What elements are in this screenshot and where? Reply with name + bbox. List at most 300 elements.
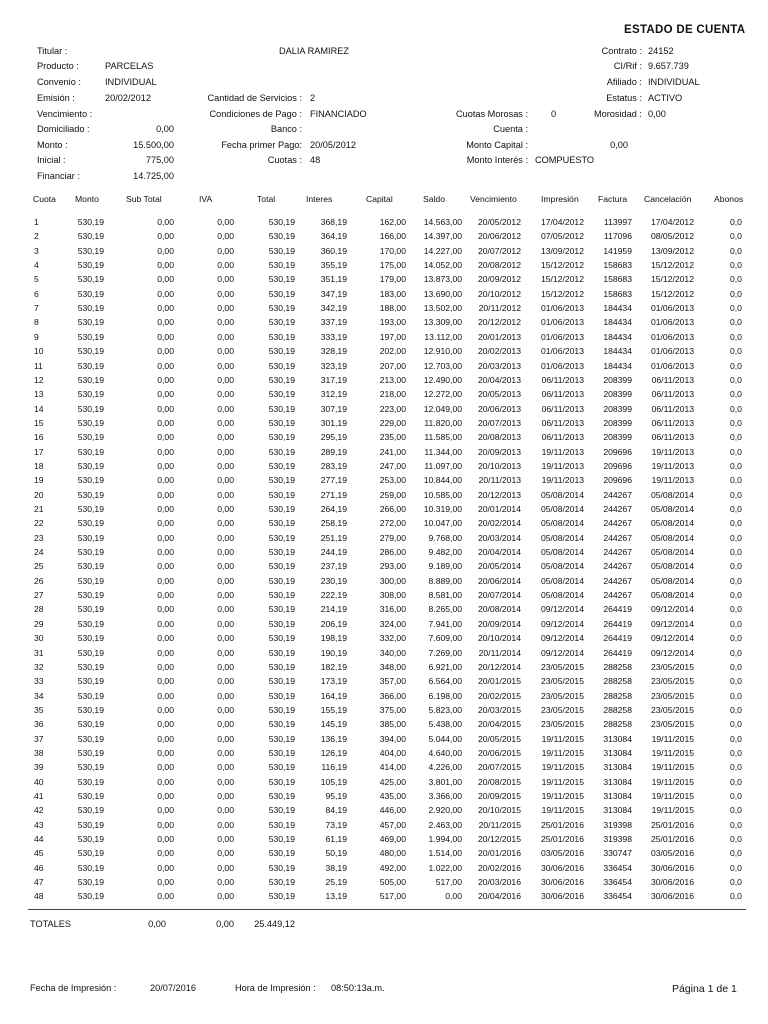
cell-cuota: 32 <box>34 661 44 672</box>
cell-factura: 313084 <box>603 733 632 744</box>
cell-vencimiento: 20/12/2014 <box>477 661 521 672</box>
cell-interes: 368,19 <box>320 217 347 227</box>
cell-cancelacion: 23/05/2015 <box>650 719 694 730</box>
cell-subtotal: 0,00 <box>157 245 174 256</box>
cell-vencimiento: 20/11/2012 <box>478 303 521 314</box>
table-row <box>0 891 768 905</box>
cell-iva: 0,00 <box>217 288 234 299</box>
condiciones-value: FINANCIADO <box>310 109 367 119</box>
column-header-total: Total <box>257 194 276 204</box>
cell-subtotal: 0,00 <box>157 547 174 558</box>
column-header-iva: IVA <box>199 194 213 204</box>
cell-interes: 364,19 <box>320 231 347 242</box>
column-header-impresion: Impresión <box>541 194 579 204</box>
cell-abonos: 0,0 <box>730 719 742 730</box>
cell-capital: 259,00 <box>379 489 406 500</box>
cell-impresion: 23/05/2015 <box>540 719 584 730</box>
cell-abonos: 0,0 <box>730 733 742 744</box>
cell-cuota: 23 <box>34 532 44 543</box>
table-row <box>0 590 768 604</box>
cell-impresion: 05/08/2014 <box>540 518 584 529</box>
cell-iva: 0,00 <box>217 633 234 644</box>
cell-cancelacion: 19/11/2015 <box>651 747 694 758</box>
cell-factura: 336454 <box>603 891 632 902</box>
cell-cancelacion: 15/12/2012 <box>650 274 694 285</box>
cell-saldo: 14.052,00 <box>423 260 462 271</box>
cell-cancelacion: 05/08/2014 <box>650 590 694 601</box>
table-row <box>0 274 768 288</box>
cell-interes: 190,19 <box>320 647 347 658</box>
cell-cancelacion: 01/06/2013 <box>650 303 694 314</box>
cell-iva: 0,00 <box>217 360 234 371</box>
cell-monto: 530,19 <box>77 762 104 773</box>
cell-subtotal: 0,00 <box>157 403 174 414</box>
cell-cancelacion: 05/08/2014 <box>650 575 694 586</box>
cell-iva: 0,00 <box>217 217 234 227</box>
cell-impresion: 09/12/2014 <box>540 604 584 615</box>
cell-iva: 0,00 <box>217 690 234 701</box>
cell-capital: 505,00 <box>379 877 406 888</box>
cell-factura: 264419 <box>603 604 632 615</box>
cell-cancelacion: 30/06/2016 <box>650 877 694 888</box>
cell-monto: 530,19 <box>77 805 104 816</box>
table-row <box>0 633 768 647</box>
cell-vencimiento: 20/04/2016 <box>477 891 521 902</box>
column-header-monto: Monto <box>75 194 99 204</box>
cell-monto: 530,19 <box>77 374 104 385</box>
cell-abonos: 0,0 <box>730 647 742 658</box>
cell-iva: 0,00 <box>217 532 234 543</box>
table-row <box>0 231 768 245</box>
cell-abonos: 0,0 <box>730 877 742 888</box>
cell-subtotal: 0,00 <box>157 618 174 629</box>
cuotas-value: 48 <box>310 155 321 165</box>
cell-saldo: 9.768,00 <box>428 532 462 543</box>
cell-iva: 0,00 <box>217 834 234 845</box>
cell-impresion: 19/11/2015 <box>541 776 584 787</box>
cell-total: 530,19 <box>268 288 295 299</box>
cell-cuota: 8 <box>34 317 39 328</box>
cell-interes: 73,19 <box>325 819 347 830</box>
cell-abonos: 0,0 <box>730 676 742 687</box>
cell-cancelacion: 23/05/2015 <box>650 690 694 701</box>
cell-total: 530,19 <box>268 432 295 443</box>
cell-factura: 208399 <box>603 389 632 400</box>
cell-monto: 530,19 <box>77 389 104 400</box>
cell-saldo: 9.482,00 <box>428 547 462 558</box>
cell-factura: 288258 <box>603 719 632 730</box>
cell-total: 530,19 <box>268 532 295 543</box>
cell-cancelacion: 06/11/2013 <box>651 389 694 400</box>
cell-cancelacion: 19/11/2013 <box>651 475 694 486</box>
cell-capital: 193,00 <box>379 317 406 328</box>
table-row <box>0 260 768 274</box>
cell-cuota: 36 <box>34 719 44 730</box>
cell-iva: 0,00 <box>217 504 234 514</box>
cell-interes: 307,19 <box>320 403 347 414</box>
cell-iva: 0,00 <box>217 604 234 615</box>
cell-saldo: 0,00 <box>445 891 462 902</box>
cell-interes: 116,19 <box>321 762 347 773</box>
cell-saldo: 11.820,00 <box>424 417 462 428</box>
cell-factura: 209696 <box>603 446 632 457</box>
table-row <box>0 834 768 848</box>
cell-interes: 317,19 <box>320 374 347 385</box>
cell-cancelacion: 06/11/2013 <box>651 432 694 443</box>
cell-saldo: 8.581,00 <box>428 590 462 601</box>
cell-subtotal: 0,00 <box>157 260 174 271</box>
cell-vencimiento: 20/08/2013 <box>477 432 521 443</box>
convenio-label: Convenio : <box>37 77 81 87</box>
cell-capital: 332,00 <box>379 633 406 644</box>
cell-saldo: 10.585,00 <box>423 489 462 500</box>
cell-total: 530,19 <box>268 819 295 830</box>
cell-vencimiento: 20/01/2014 <box>477 504 521 514</box>
cell-factura: 244267 <box>603 489 632 500</box>
column-header-vencimiento: Vencimiento <box>470 194 517 204</box>
cell-factura: 117096 <box>603 231 632 242</box>
cell-impresion: 23/05/2015 <box>540 661 584 672</box>
cell-impresion: 30/06/2016 <box>540 877 584 888</box>
cell-total: 530,19 <box>268 346 295 357</box>
cell-iva: 0,00 <box>217 791 234 801</box>
cell-impresion: 06/11/2013 <box>541 374 584 385</box>
cell-abonos: 0,0 <box>730 331 742 342</box>
cell-monto: 530,19 <box>77 403 104 414</box>
cell-vencimiento: 20/02/2014 <box>477 518 521 529</box>
cell-vencimiento: 20/10/2014 <box>477 633 521 644</box>
cell-total: 530,19 <box>268 260 295 271</box>
page-number: Página 1 de 1 <box>672 983 737 995</box>
cell-iva: 0,00 <box>217 274 234 285</box>
cell-interes: 230,19 <box>320 575 347 586</box>
cuotas-morosas-value: 0 <box>551 109 557 119</box>
estatus-value: ACTIVO <box>648 93 683 103</box>
cell-capital: 357,00 <box>379 676 406 687</box>
column-header-saldo: Saldo <box>423 194 445 204</box>
estatus-label: Estatus : <box>606 93 642 103</box>
cell-cuota: 3 <box>34 245 39 256</box>
cell-interes: 237,19 <box>320 561 347 572</box>
cell-capital: 235,00 <box>379 432 406 443</box>
cell-factura: 208399 <box>603 374 632 385</box>
cell-impresion: 15/12/2012 <box>540 260 584 271</box>
cell-monto: 530,19 <box>77 690 104 701</box>
table-row <box>0 676 768 690</box>
cell-factura: 313084 <box>603 747 632 758</box>
table-row <box>0 461 768 475</box>
cell-capital: 316,00 <box>379 604 406 615</box>
cell-saldo: 6.198,00 <box>428 690 462 701</box>
cell-saldo: 14.563,00 <box>423 217 462 227</box>
cell-capital: 272,00 <box>379 518 406 529</box>
print-time-label: Hora de Impresión : <box>235 983 316 993</box>
cell-total: 530,19 <box>268 303 295 314</box>
cell-interes: 155,19 <box>320 704 347 715</box>
domiciliado-label: Domiciliado : <box>37 124 90 134</box>
cirif-value: 9.657.739 <box>648 61 689 71</box>
cell-abonos: 0,0 <box>730 360 742 371</box>
cant-servicios-label: Cantidad de Servicios : <box>207 93 302 103</box>
cell-subtotal: 0,00 <box>157 733 174 744</box>
cell-total: 530,19 <box>268 217 295 227</box>
cell-iva: 0,00 <box>217 374 234 385</box>
cell-saldo: 2.920,00 <box>428 805 462 816</box>
cell-subtotal: 0,00 <box>157 834 174 845</box>
cell-subtotal: 0,00 <box>157 331 174 342</box>
cell-factura: 336454 <box>603 862 632 873</box>
cell-impresion: 05/08/2014 <box>540 504 584 514</box>
table-row <box>0 217 768 231</box>
cell-cuota: 48 <box>34 891 44 902</box>
cell-cuota: 15 <box>34 417 44 428</box>
cell-cuota: 27 <box>34 590 44 601</box>
cell-monto: 530,19 <box>77 661 104 672</box>
cell-monto: 530,19 <box>77 862 104 873</box>
cell-subtotal: 0,00 <box>157 504 174 514</box>
titular-value: DALIA RAMIREZ <box>279 46 349 56</box>
cell-iva: 0,00 <box>217 561 234 572</box>
cell-subtotal: 0,00 <box>157 719 174 730</box>
cell-abonos: 0,0 <box>730 274 742 285</box>
cell-saldo: 12.490,00 <box>423 374 462 385</box>
cell-saldo: 12.272,00 <box>423 389 462 400</box>
titular-label: Titular : <box>37 46 68 56</box>
cell-iva: 0,00 <box>217 747 234 758</box>
cell-cuota: 25 <box>34 561 44 572</box>
cell-saldo: 4.640,00 <box>428 747 462 758</box>
cell-saldo: 5.044,00 <box>428 733 462 744</box>
cell-abonos: 0,0 <box>730 245 742 256</box>
emision-label: Emisión : <box>37 93 75 103</box>
cell-subtotal: 0,00 <box>157 575 174 586</box>
cell-total: 530,19 <box>268 877 295 888</box>
table-row <box>0 432 768 446</box>
cell-factura: 336454 <box>603 877 632 888</box>
cell-iva: 0,00 <box>217 403 234 414</box>
cell-cuota: 41 <box>34 791 44 801</box>
cell-monto: 530,19 <box>77 532 104 543</box>
cuotas-label: Cuotas : <box>267 155 302 165</box>
cell-monto: 530,19 <box>77 819 104 830</box>
cell-cuota: 6 <box>34 288 39 299</box>
print-date-label: Fecha de Impresión : <box>30 983 117 993</box>
cell-capital: 469,00 <box>379 834 406 845</box>
cell-cancelacion: 06/11/2013 <box>651 374 694 385</box>
table-row <box>0 404 768 418</box>
cell-vencimiento: 20/06/2013 <box>477 403 521 414</box>
table-row <box>0 820 768 834</box>
monto-capital-label: Monto Capital : <box>466 140 528 150</box>
cell-cancelacion: 17/04/2012 <box>650 217 694 227</box>
cell-monto: 530,19 <box>77 504 104 514</box>
cell-vencimiento: 20/12/2013 <box>477 489 521 500</box>
cell-subtotal: 0,00 <box>157 661 174 672</box>
table-row <box>0 748 768 762</box>
table-row <box>0 332 768 346</box>
table-row <box>0 863 768 877</box>
cell-subtotal: 0,00 <box>157 303 174 314</box>
cell-factura: 288258 <box>603 661 632 672</box>
cell-saldo: 14.397,00 <box>423 231 462 242</box>
cell-abonos: 0,0 <box>730 504 742 514</box>
cell-saldo: 10.047,00 <box>423 518 462 529</box>
cell-factura: 141959 <box>603 245 632 256</box>
cell-saldo: 8.889,00 <box>428 575 462 586</box>
cell-factura: 264419 <box>603 647 632 658</box>
cell-cuota: 21 <box>34 504 44 514</box>
cell-interes: 283,19 <box>320 460 347 471</box>
cell-cancelacion: 06/11/2013 <box>651 403 694 414</box>
cell-subtotal: 0,00 <box>157 848 174 859</box>
cell-interes: 61,19 <box>325 834 347 845</box>
cell-monto: 530,19 <box>77 575 104 586</box>
cell-monto: 530,19 <box>77 274 104 285</box>
cell-factura: 319398 <box>603 834 632 845</box>
cell-abonos: 0,0 <box>730 848 742 859</box>
cell-vencimiento: 20/01/2013 <box>477 331 521 342</box>
cell-impresion: 23/05/2015 <box>540 704 584 715</box>
cell-capital: 162,00 <box>379 217 406 227</box>
column-header-cancelacion: Cancelación <box>644 194 692 204</box>
table-row <box>0 805 768 819</box>
cell-saldo: 1.022,00 <box>428 862 462 873</box>
cell-monto: 530,19 <box>77 317 104 328</box>
cell-total: 530,19 <box>268 575 295 586</box>
table-row <box>0 447 768 461</box>
cell-abonos: 0,0 <box>730 561 742 572</box>
cuotas-morosas-label: Cuotas Morosas : <box>456 109 528 119</box>
cell-impresion: 06/11/2013 <box>541 403 584 414</box>
cell-abonos: 0,0 <box>730 633 742 644</box>
cell-factura: 208399 <box>603 432 632 443</box>
cell-abonos: 0,0 <box>730 819 742 830</box>
cell-cuota: 9 <box>34 331 39 342</box>
cell-saldo: 8.265,00 <box>428 604 462 615</box>
emision-value: 20/02/2012 <box>105 93 151 103</box>
monto-value: 15.500,00 <box>133 140 174 150</box>
cell-interes: 360,19 <box>320 245 347 256</box>
cell-abonos: 0,0 <box>730 217 742 227</box>
fecha-primer-pago-label: Fecha primer Pago: <box>221 140 302 150</box>
cell-total: 530,19 <box>268 776 295 787</box>
table-row <box>0 547 768 561</box>
cell-cancelacion: 23/05/2015 <box>650 676 694 687</box>
cell-impresion: 25/01/2016 <box>540 834 584 845</box>
cell-capital: 414,00 <box>379 762 406 773</box>
cell-factura: 158683 <box>603 260 632 271</box>
cell-monto: 530,19 <box>77 747 104 758</box>
table-row <box>0 518 768 532</box>
cell-vencimiento: 20/10/2013 <box>477 460 521 471</box>
cell-saldo: 2.463,00 <box>428 819 462 830</box>
cell-factura: 184434 <box>603 303 632 314</box>
cell-iva: 0,00 <box>217 719 234 730</box>
cell-impresion: 19/11/2015 <box>541 762 584 773</box>
cell-saldo: 12.049,00 <box>423 403 462 414</box>
table-row <box>0 719 768 733</box>
cell-capital: 170,00 <box>379 245 406 256</box>
cell-iva: 0,00 <box>217 489 234 500</box>
cell-vencimiento: 20/02/2013 <box>477 346 521 357</box>
cell-interes: 355,19 <box>320 260 347 271</box>
cell-vencimiento: 20/09/2012 <box>477 274 521 285</box>
monto-interes-value: COMPUESTO <box>535 155 595 165</box>
cell-factura: 313084 <box>603 762 632 773</box>
cell-impresion: 15/12/2012 <box>540 274 584 285</box>
cell-total: 530,19 <box>268 848 295 859</box>
cell-abonos: 0,0 <box>730 489 742 500</box>
cell-abonos: 0,0 <box>730 518 742 529</box>
cell-capital: 188,00 <box>379 303 406 314</box>
cell-abonos: 0,0 <box>730 403 742 414</box>
cell-vencimiento: 20/02/2016 <box>477 862 521 873</box>
cell-impresion: 01/06/2013 <box>540 346 584 357</box>
cell-capital: 425,00 <box>379 776 406 787</box>
cell-abonos: 0,0 <box>730 661 742 672</box>
cell-abonos: 0,0 <box>730 762 742 773</box>
cell-interes: 25,19 <box>325 877 347 888</box>
cell-subtotal: 0,00 <box>157 489 174 500</box>
cell-factura: 184434 <box>603 331 632 342</box>
cell-iva: 0,00 <box>217 762 234 773</box>
cell-impresion: 15/12/2012 <box>540 288 584 299</box>
cell-iva: 0,00 <box>217 331 234 342</box>
cell-monto: 530,19 <box>77 834 104 845</box>
cell-abonos: 0,0 <box>730 834 742 845</box>
cell-cuota: 40 <box>34 776 44 787</box>
cell-total: 530,19 <box>268 690 295 701</box>
cell-cuota: 16 <box>34 432 44 443</box>
cell-vencimiento: 20/07/2013 <box>477 417 521 428</box>
table-row <box>0 619 768 633</box>
table-row <box>0 604 768 618</box>
cell-monto: 530,19 <box>77 704 104 715</box>
cell-vencimiento: 20/01/2016 <box>477 848 521 859</box>
cell-abonos: 0,0 <box>730 747 742 758</box>
cell-saldo: 3.801,00 <box>428 776 462 787</box>
cell-abonos: 0,0 <box>730 791 742 801</box>
monto-interes-label: Monto Interés : <box>466 155 528 165</box>
convenio-value: INDIVIDUAL <box>105 77 157 87</box>
cell-vencimiento: 20/08/2015 <box>477 776 521 787</box>
cell-capital: 517,00 <box>379 891 406 902</box>
contrato-value: 24152 <box>648 46 674 56</box>
cell-impresion: 17/04/2012 <box>540 217 584 227</box>
cell-subtotal: 0,00 <box>157 891 174 902</box>
cell-vencimiento: 20/10/2015 <box>477 805 521 816</box>
cell-iva: 0,00 <box>217 475 234 486</box>
contrato-label: Contrato : <box>601 46 642 56</box>
cell-total: 530,19 <box>268 791 295 801</box>
cell-subtotal: 0,00 <box>157 805 174 816</box>
cell-factura: 113997 <box>603 217 632 227</box>
cell-cuota: 7 <box>34 303 39 314</box>
cell-impresion: 23/05/2015 <box>540 690 584 701</box>
cell-cuota: 5 <box>34 274 39 285</box>
cell-interes: 337,19 <box>320 317 347 328</box>
cell-impresion: 05/08/2014 <box>540 561 584 572</box>
cell-capital: 404,00 <box>379 747 406 758</box>
financiar-label: Financiar : <box>37 171 80 181</box>
cell-iva: 0,00 <box>217 231 234 242</box>
cell-subtotal: 0,00 <box>157 647 174 658</box>
cell-subtotal: 0,00 <box>157 819 174 830</box>
cell-impresion: 19/11/2013 <box>541 446 584 457</box>
cell-iva: 0,00 <box>217 432 234 443</box>
cell-cuota: 13 <box>34 389 44 400</box>
cell-vencimiento: 20/05/2013 <box>477 389 521 400</box>
